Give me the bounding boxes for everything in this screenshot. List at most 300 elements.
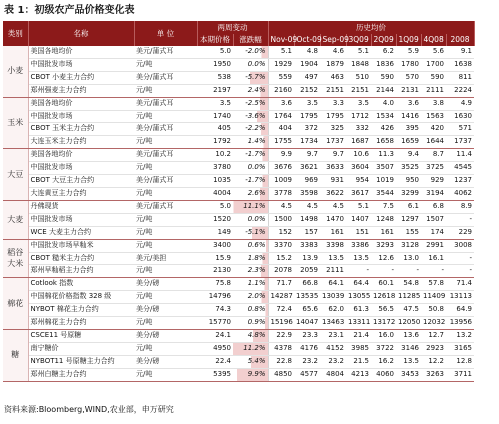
history-value: 11409 <box>421 291 446 304</box>
category-cell: 稻谷大米 <box>3 239 28 278</box>
history-value: 56.5 <box>371 304 396 317</box>
product-name: CBOT 糙米主力合约 <box>28 252 134 265</box>
history-value: 5.1 <box>268 46 294 58</box>
history-value: 23.3 <box>294 329 320 342</box>
history-value: 15.2 <box>268 252 294 265</box>
table-row <box>3 97 474 110</box>
history-value: 1019 <box>371 175 396 188</box>
header-period: Oct-09 <box>294 34 320 46</box>
history-value: 64.1 <box>320 278 346 291</box>
product-name: 中国棉花价格指数 328 级 <box>28 291 134 304</box>
history-value: 570 <box>396 71 421 84</box>
history-value: 6.8 <box>421 200 446 213</box>
history-value: - <box>396 265 421 278</box>
history-value: 4.5 <box>294 200 320 213</box>
table-row <box>3 239 474 252</box>
history-value: 4176 <box>294 342 320 355</box>
header-period: Nov-09 <box>268 34 294 46</box>
history-value: 71.7 <box>268 278 294 291</box>
history-value: 1248 <box>371 213 396 226</box>
current-price: 10.2 <box>197 149 233 162</box>
table-header <box>3 21 474 46</box>
history-value: 3293 <box>371 239 396 252</box>
category-cell: 玉米 <box>3 97 28 149</box>
history-value: 12.8 <box>446 355 474 368</box>
product-name: NYBOT11 号原糖主力合约 <box>28 355 134 368</box>
history-value: 5.9 <box>396 46 421 58</box>
price-change: -2.2% <box>233 123 268 136</box>
current-price: 2197 <box>197 84 233 97</box>
history-value: 2224 <box>446 84 474 97</box>
history-value: 3398 <box>320 239 346 252</box>
history-value: 4060 <box>371 368 396 381</box>
history-value: 3507 <box>371 162 396 175</box>
header-two-week: 两周变动 <box>197 21 268 34</box>
product-name: CBOT 大豆主力合约 <box>28 175 134 188</box>
history-value: 2144 <box>371 84 396 97</box>
history-value: 1659 <box>396 136 421 149</box>
price-change: 1.4% <box>233 136 268 149</box>
price-change: 1.8% <box>233 252 268 265</box>
table-row <box>3 265 474 278</box>
history-value: 2151 <box>320 84 346 97</box>
history-value: 1470 <box>320 213 346 226</box>
current-price: 1792 <box>197 136 233 149</box>
history-value: 3617 <box>346 187 371 200</box>
history-value: 559 <box>268 71 294 84</box>
history-value: 2152 <box>294 84 320 97</box>
product-name: 大连黄豆主力合约 <box>28 187 134 200</box>
history-value: 3711 <box>446 368 474 381</box>
history-value: 497 <box>294 71 320 84</box>
history-value: 8.9 <box>446 200 474 213</box>
history-value: 3.5 <box>294 97 320 110</box>
table-row <box>3 136 474 149</box>
category-cell: 大麦 <box>3 200 28 239</box>
history-value: 954 <box>346 175 371 188</box>
history-value: 372 <box>294 123 320 136</box>
history-value: 3146 <box>396 342 421 355</box>
table-row <box>3 252 474 265</box>
history-value: 3165 <box>446 342 474 355</box>
history-value: 13.5 <box>396 355 421 368</box>
table-row <box>3 278 474 291</box>
history-value: 13.2 <box>446 329 474 342</box>
history-value: 11285 <box>396 291 421 304</box>
unit-cell: 元/吨 <box>134 110 197 123</box>
current-price: 5.0 <box>197 46 233 58</box>
history-value: 1500 <box>268 213 294 226</box>
table-row <box>3 317 474 330</box>
history-value: 1658 <box>371 136 396 149</box>
price-change: -1.7% <box>233 175 268 188</box>
history-value: 23.1 <box>320 329 346 342</box>
history-value: 3.8 <box>421 97 446 110</box>
history-value: 12.2 <box>421 355 446 368</box>
history-value: 3263 <box>421 368 446 381</box>
history-value: 71.4 <box>446 278 474 291</box>
history-value: 571 <box>446 123 474 136</box>
history-value: 4152 <box>320 342 346 355</box>
current-price: 538 <box>197 71 233 84</box>
history-value: 3985 <box>346 342 371 355</box>
product-name: 大连玉米主力合约 <box>28 136 134 149</box>
current-price: 24.1 <box>197 329 233 342</box>
history-value: 1630 <box>446 110 474 123</box>
history-value: 4850 <box>268 368 294 381</box>
product-name: Cotlook 指数 <box>28 278 134 291</box>
history-value: 1780 <box>396 58 421 71</box>
category-cell: 棉花 <box>3 278 28 330</box>
history-value: 2131 <box>396 84 421 97</box>
price-change: 0.9% <box>233 317 268 330</box>
current-price: 3.5 <box>197 97 233 110</box>
history-value: 47.5 <box>396 304 421 317</box>
current-price: 4004 <box>197 187 233 200</box>
history-value: 14047 <box>294 317 320 330</box>
table-row <box>3 187 474 200</box>
history-value: 23.2 <box>320 355 346 368</box>
history-value: 3778 <box>268 187 294 200</box>
history-value: 157 <box>294 226 320 239</box>
history-value: 1297 <box>396 213 421 226</box>
history-value: 1563 <box>421 110 446 123</box>
history-value: 1737 <box>446 136 474 149</box>
history-value: 61.3 <box>346 304 371 317</box>
category-cell: 大豆 <box>3 149 28 201</box>
history-value: 420 <box>421 123 446 136</box>
product-name: CBOT 玉米主力合约 <box>28 123 134 136</box>
history-value: 23.2 <box>294 355 320 368</box>
product-name: 中国批发市场 <box>28 213 134 226</box>
product-name: 郑州早籼稻主力合约 <box>28 265 134 278</box>
history-value: 8.7 <box>421 149 446 162</box>
history-value: 4213 <box>346 368 371 381</box>
history-value: 13039 <box>320 291 346 304</box>
history-value: 2059 <box>294 265 320 278</box>
price-change: 4.8% <box>233 329 268 342</box>
product-name: 南宁糖价 <box>28 342 134 355</box>
history-value: 16.0 <box>371 329 396 342</box>
history-value: 2111 <box>320 265 346 278</box>
history-value: 60.1 <box>371 278 396 291</box>
table-row <box>3 175 474 188</box>
history-value: 9.7 <box>294 149 320 162</box>
history-value: 1644 <box>421 136 446 149</box>
history-value: 13.5 <box>320 252 346 265</box>
category-cell: 小麦 <box>3 46 28 97</box>
history-value: 4378 <box>268 342 294 355</box>
history-value: 3633 <box>320 162 346 175</box>
unit-cell: 元/吨 <box>134 239 197 252</box>
header-name: 名称 <box>28 21 134 46</box>
table-row <box>3 304 474 317</box>
current-price: 15.9 <box>197 252 233 265</box>
history-value: 15196 <box>268 317 294 330</box>
history-value: 510 <box>346 71 371 84</box>
price-change: 2.3% <box>233 265 268 278</box>
unit-cell: 元/吨 <box>134 291 197 304</box>
history-value: 13.0 <box>396 252 421 265</box>
history-value: 3299 <box>396 187 421 200</box>
history-value: 2078 <box>268 265 294 278</box>
history-value: 1904 <box>294 58 320 71</box>
history-value: 9.9 <box>268 149 294 162</box>
unit-cell: 元/吨 <box>134 162 197 175</box>
history-value: 1764 <box>268 110 294 123</box>
history-value: 3725 <box>421 162 446 175</box>
history-value: 66.8 <box>294 278 320 291</box>
history-value: 13172 <box>371 317 396 330</box>
product-name: NYBOT 棉花主力合约 <box>28 304 134 317</box>
history-value: 811 <box>446 71 474 84</box>
header-history: 历史均价 <box>268 21 474 34</box>
unit-cell: 元/吨 <box>134 84 197 97</box>
header-period: 2Q09 <box>371 34 396 46</box>
history-value: 395 <box>396 123 421 136</box>
table-row <box>3 110 474 123</box>
history-value: 2923 <box>421 342 446 355</box>
history-value: 10.6 <box>346 149 371 162</box>
price-change: 0.0% <box>233 213 268 226</box>
history-value: 161 <box>371 226 396 239</box>
history-value: 161 <box>320 226 346 239</box>
current-price: 22.4 <box>197 355 233 368</box>
history-value: 3544 <box>371 187 396 200</box>
history-value: 6.2 <box>371 46 396 58</box>
header-change: 涨跌幅 <box>233 34 268 46</box>
history-value: - <box>446 213 474 226</box>
history-value: 62.0 <box>320 304 346 317</box>
unit-cell: 元/吨 <box>134 342 197 355</box>
header-period: 1Q09 <box>396 34 421 46</box>
history-value: - <box>346 265 371 278</box>
history-value: 16.1 <box>421 252 446 265</box>
history-value: - <box>446 265 474 278</box>
source-note: 资料来源:Bloomberg,WIND,农业部，申万研究 <box>4 405 174 414</box>
table-row <box>3 71 474 84</box>
history-value: 2151 <box>346 84 371 97</box>
current-price: 3780 <box>197 162 233 175</box>
history-value: 12032 <box>421 317 446 330</box>
table-row <box>3 162 474 175</box>
history-value: 426 <box>371 123 396 136</box>
history-value: - <box>421 265 446 278</box>
price-change: 5.4% <box>233 355 268 368</box>
history-value: 229 <box>446 226 474 239</box>
unit-cell: 元/吨 <box>134 187 197 200</box>
history-value: 1407 <box>346 213 371 226</box>
history-value: 13.9 <box>294 252 320 265</box>
history-value: 969 <box>294 175 320 188</box>
current-price: 74.3 <box>197 304 233 317</box>
history-value: 54.8 <box>396 278 421 291</box>
product-name: 郑州白糖主力合约 <box>28 368 134 381</box>
product-name: 美国各地均价 <box>28 46 134 58</box>
current-price: 1035 <box>197 175 233 188</box>
history-value: 13055 <box>346 291 371 304</box>
unit-cell: 美分/蒲式耳 <box>134 71 197 84</box>
history-value: 155 <box>396 226 421 239</box>
unit-cell: 美分/磅 <box>134 329 197 342</box>
unit-cell: 美分/蒲式耳 <box>134 123 197 136</box>
history-value: 3622 <box>320 187 346 200</box>
history-value: 4.5 <box>268 200 294 213</box>
price-change: 2.6% <box>233 187 268 200</box>
price-change: 11.1% <box>233 200 268 213</box>
history-value: 1734 <box>294 136 320 149</box>
current-price: 2130 <box>197 265 233 278</box>
history-value: 9.4 <box>396 149 421 162</box>
history-value: 22.9 <box>268 329 294 342</box>
history-value: 151 <box>346 226 371 239</box>
unit-cell: 美元/蒲式耳 <box>134 200 197 213</box>
history-value: 57.8 <box>421 278 446 291</box>
current-price: 1520 <box>197 213 233 226</box>
price-change: 0.0% <box>233 162 268 175</box>
price-change: 0.8% <box>233 304 268 317</box>
history-value: 931 <box>320 175 346 188</box>
history-value: 1836 <box>371 58 396 71</box>
history-value: 12.7 <box>421 329 446 342</box>
history-value: 1755 <box>268 136 294 149</box>
history-value: 404 <box>268 123 294 136</box>
history-value: 72.4 <box>268 304 294 317</box>
unit-cell: 美分/磅 <box>134 278 197 291</box>
table-row <box>3 58 474 71</box>
history-value: 1534 <box>371 110 396 123</box>
history-value: 3383 <box>294 239 320 252</box>
history-value: 4062 <box>446 187 474 200</box>
product-name: 中国批发市场 <box>28 58 134 71</box>
history-value: 5.6 <box>421 46 446 58</box>
history-value: 3194 <box>421 187 446 200</box>
table-row <box>3 368 474 381</box>
history-value: 3621 <box>294 162 320 175</box>
current-price: 4950 <box>197 342 233 355</box>
unit-cell: 美元/蒲式耳 <box>134 46 197 58</box>
history-value: 13113 <box>446 291 474 304</box>
history-value: 14287 <box>268 291 294 304</box>
price-change: -2.5% <box>233 97 268 110</box>
header-period: 2008 <box>446 34 474 46</box>
category-cell: 糖 <box>3 329 28 381</box>
price-change: 2.0% <box>233 291 268 304</box>
history-value: 7.5 <box>371 200 396 213</box>
history-value: 950 <box>396 175 421 188</box>
header-period: 3Q09 <box>346 34 371 46</box>
history-value: 12050 <box>396 317 421 330</box>
history-value: 1498 <box>294 213 320 226</box>
history-value: 1737 <box>320 136 346 149</box>
table-body <box>3 46 474 381</box>
history-value: 21.4 <box>346 329 371 342</box>
price-change: 9.9% <box>233 368 268 381</box>
history-value: 64.4 <box>346 278 371 291</box>
header-category: 类别 <box>3 21 28 46</box>
history-value: 1687 <box>346 136 371 149</box>
price-table <box>3 21 475 382</box>
history-value: 13.6 <box>396 329 421 342</box>
unit-cell: 美分/蒲式耳 <box>134 175 197 188</box>
history-value: 325 <box>320 123 346 136</box>
price-change: -5.1% <box>233 226 268 239</box>
history-value: 13.5 <box>346 252 371 265</box>
table-row <box>3 213 474 226</box>
history-value: 13535 <box>294 291 320 304</box>
history-value: 1638 <box>446 58 474 71</box>
product-name: 郑州棉花主力合约 <box>28 317 134 330</box>
history-value: 1507 <box>421 213 446 226</box>
table-row <box>3 329 474 342</box>
price-change: -5.7% <box>233 71 268 84</box>
product-name: CBOT 小麦主力合约 <box>28 71 134 84</box>
product-name: CSCE11 号原糖 <box>28 329 134 342</box>
history-value: 12.6 <box>371 252 396 265</box>
history-value: 2160 <box>268 84 294 97</box>
history-value: 3525 <box>396 162 421 175</box>
product-name: WCE 大麦主力合约 <box>28 226 134 239</box>
price-change: -3.6% <box>233 110 268 123</box>
unit-cell: 元/吨 <box>134 58 197 71</box>
table-row <box>3 355 474 368</box>
history-value: 11.4 <box>446 149 474 162</box>
product-name: 中国批发市场 <box>28 110 134 123</box>
table-row <box>3 291 474 304</box>
product-name: 中国批发市场早籼米 <box>28 239 134 252</box>
history-value: 3453 <box>396 368 421 381</box>
header-this-week: 本期价格 <box>197 34 233 46</box>
current-price: 14796 <box>197 291 233 304</box>
history-value: 1700 <box>421 58 446 71</box>
current-price: 1950 <box>197 58 233 71</box>
history-value: 4545 <box>446 162 474 175</box>
current-price: 5.0 <box>197 200 233 213</box>
history-value: 1879 <box>320 58 346 71</box>
history-value: 3.6 <box>396 97 421 110</box>
history-value: 3386 <box>346 239 371 252</box>
history-value: 1848 <box>346 58 371 71</box>
current-price: 15770 <box>197 317 233 330</box>
table-title: 表 1：初级农产品价格变化表 <box>4 5 135 16</box>
table-row <box>3 149 474 162</box>
history-value: 590 <box>421 71 446 84</box>
history-value: 13463 <box>320 317 346 330</box>
price-change: 0.6% <box>233 239 268 252</box>
history-value: 4.5 <box>320 200 346 213</box>
table-row <box>3 342 474 355</box>
current-price: 75.8 <box>197 278 233 291</box>
history-value: 13956 <box>446 317 474 330</box>
header-period: Sep-09 <box>320 34 346 46</box>
price-change: 1.1% <box>233 278 268 291</box>
product-name: 美国各地均价 <box>28 97 134 110</box>
history-value: 5.1 <box>346 46 371 58</box>
unit-cell: 美元/蒲式耳 <box>134 149 197 162</box>
history-value: 2111 <box>421 84 446 97</box>
unit-cell: 元/吨 <box>134 213 197 226</box>
history-value: 3008 <box>446 239 474 252</box>
history-value: 50.8 <box>421 304 446 317</box>
table-row <box>3 84 474 97</box>
current-price: 3400 <box>197 239 233 252</box>
product-name: 郑州强麦主力合约 <box>28 84 134 97</box>
header-period: 4Q08 <box>421 34 446 46</box>
price-change: 11.2% <box>233 342 268 355</box>
unit-cell: 美元/蒲式耳 <box>134 97 197 110</box>
history-value: 174 <box>421 226 446 239</box>
history-value: 4577 <box>294 368 320 381</box>
